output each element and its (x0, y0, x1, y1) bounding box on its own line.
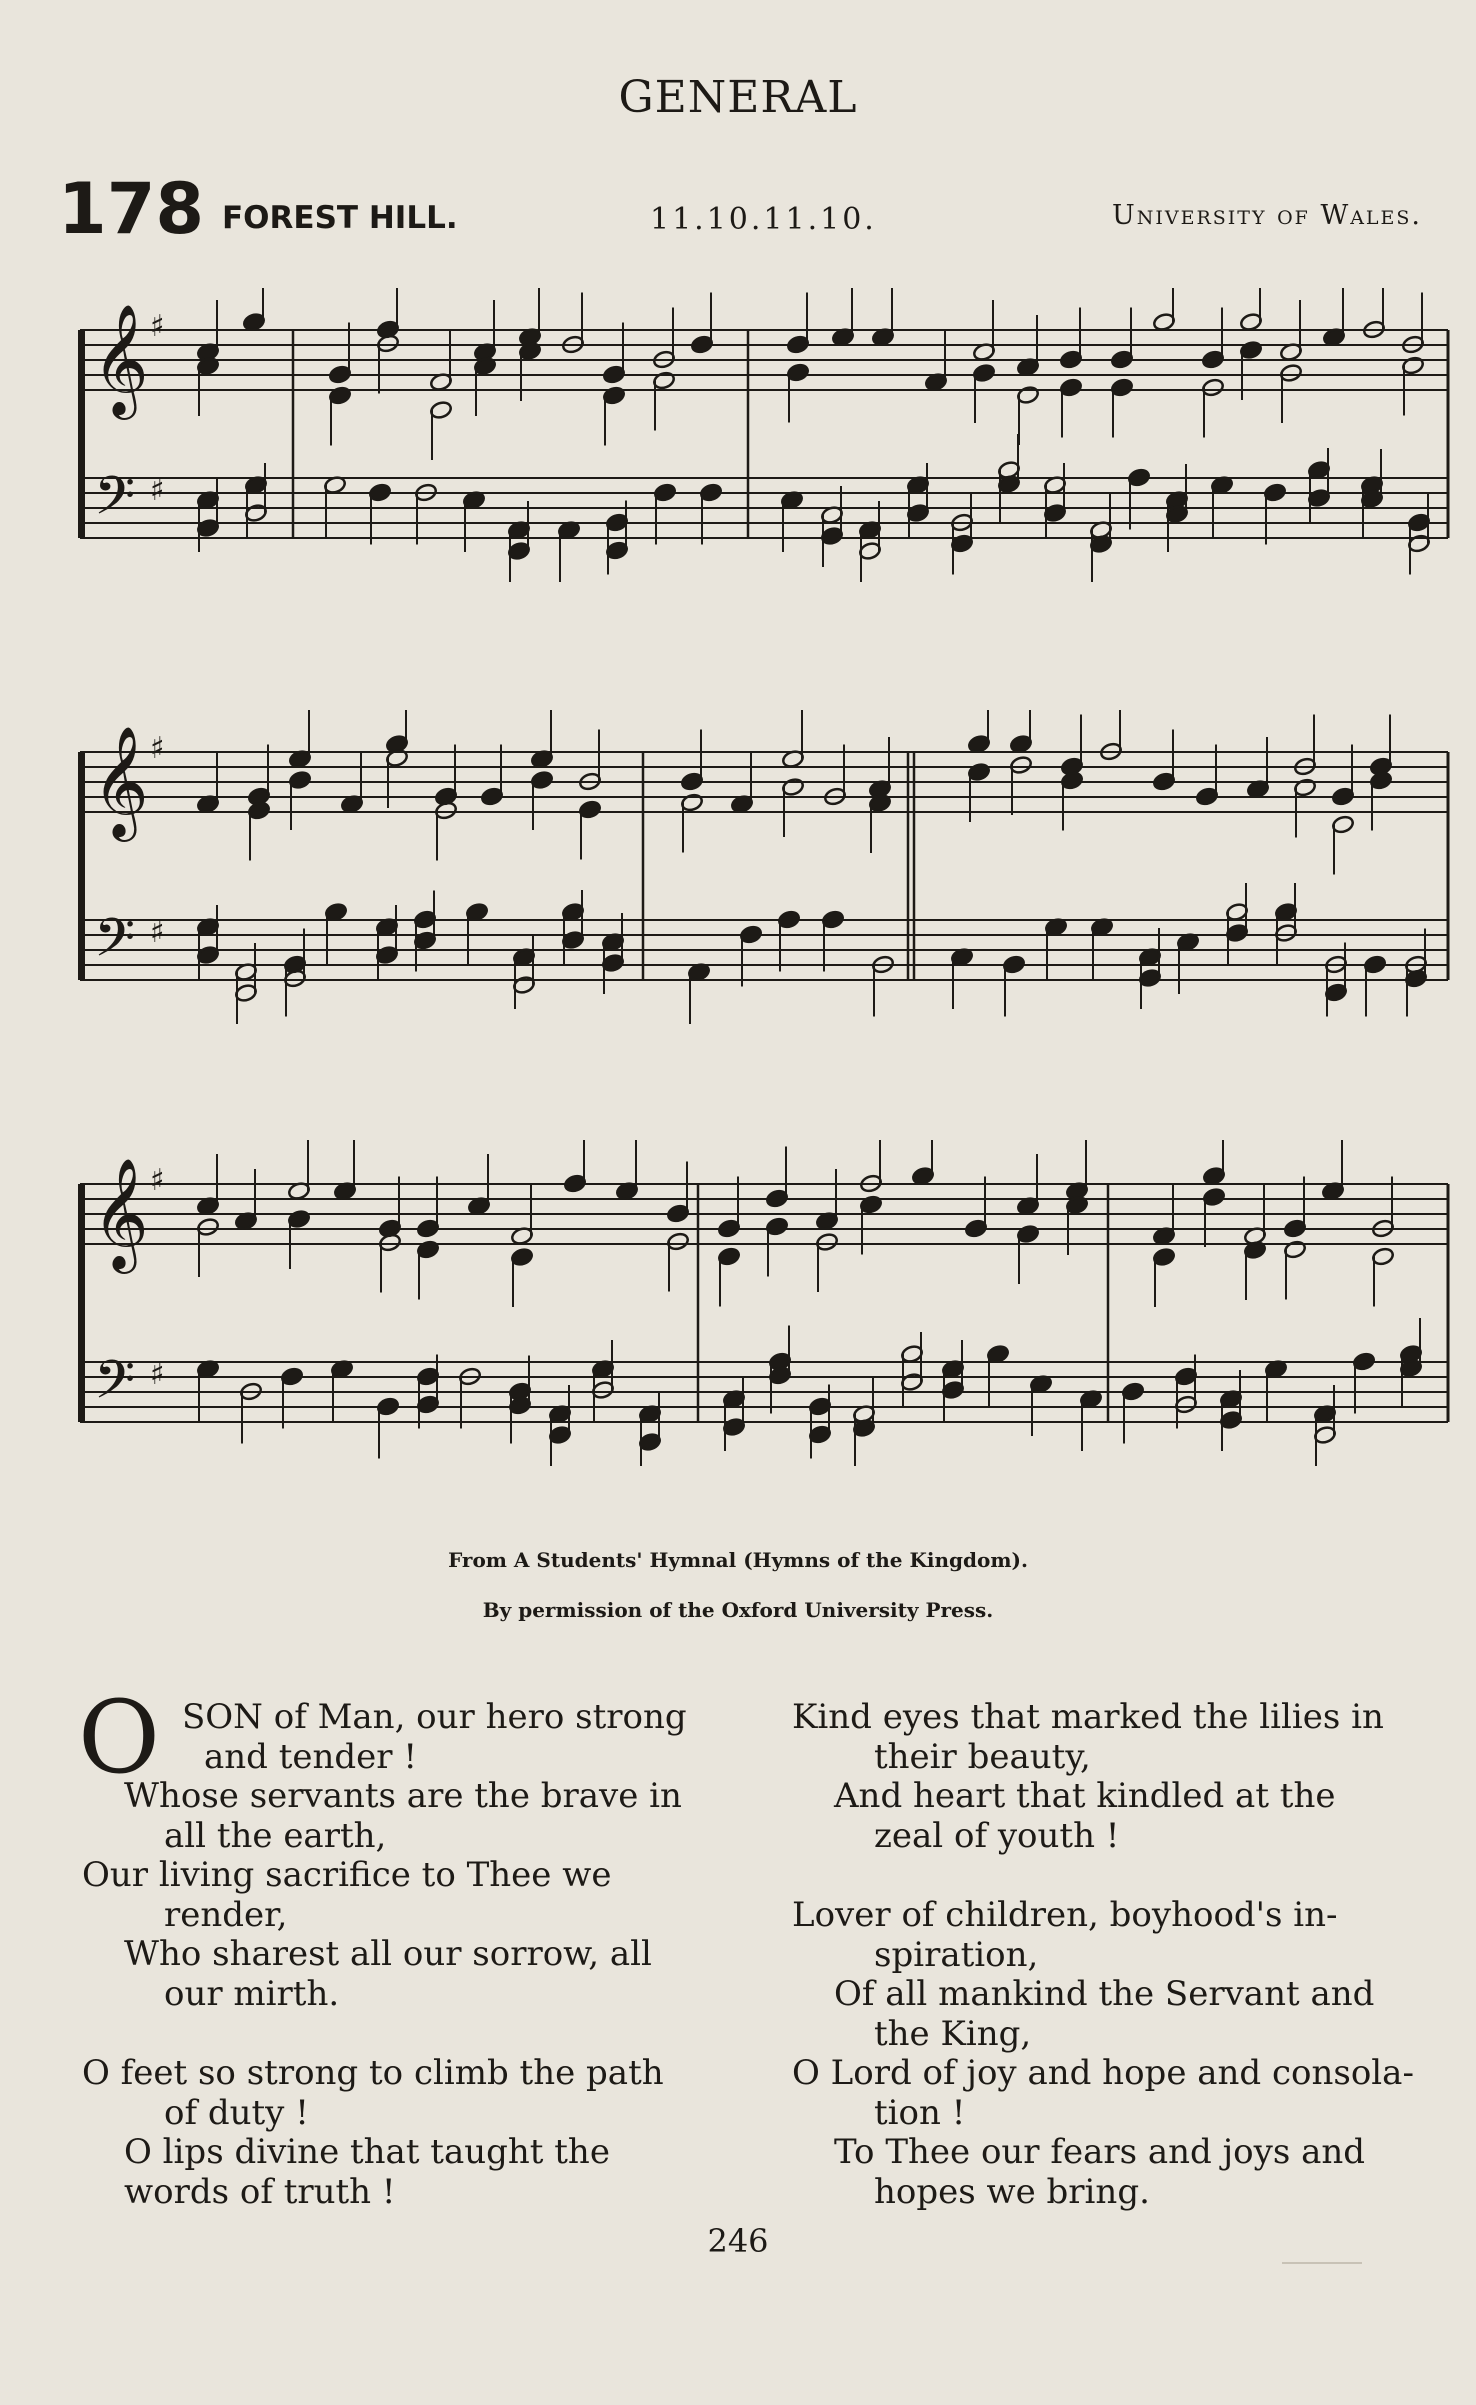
treble-clef-icon: 𝄞 (92, 1157, 149, 1269)
verse-line: O lips divine that taught the (124, 2132, 610, 2172)
verse-line: and tender ! (204, 1736, 418, 1777)
verse-line: the King, (874, 2013, 1032, 2054)
bass-clef-icon: 𝄢 (94, 908, 136, 982)
sharp-icon: ♯ (150, 1163, 165, 1198)
tune-name: FOREST HILL. (222, 200, 458, 236)
verse-1 (82, 1698, 732, 2014)
composer-credit: University of Wales. (1112, 200, 1423, 231)
system-bracket (78, 330, 85, 538)
verse-line: Lover of children, boyhood's in- (792, 1895, 1338, 1935)
sharp-icon: ♯ (150, 473, 165, 508)
music-system-3 (78, 1140, 1454, 1520)
sharp-icon: ♯ (150, 309, 165, 344)
treble-clef-icon: 𝄞 (92, 303, 149, 415)
bass-clef-icon: 𝄢 (94, 1350, 136, 1424)
sharp-icon: ♯ (150, 915, 165, 950)
verse-line: O feet so strong to climb the path (82, 2053, 664, 2093)
system-bracket (78, 752, 85, 980)
verse-line: zeal of youth ! (874, 1815, 1120, 1856)
verse-line: tion ! (874, 2092, 966, 2133)
section-title: GENERAL (618, 72, 858, 123)
music-system-1 (78, 288, 1454, 628)
verse-line: of duty ! (164, 2092, 309, 2133)
verse-line: all the earth, (164, 1815, 387, 1856)
verse-line: render, (164, 1894, 288, 1935)
drop-cap: O (78, 1679, 160, 1796)
verse-line: Of all mankind the Servant and (834, 1974, 1375, 2014)
verse-line: Our living sacrifice to Thee we (82, 1855, 612, 1895)
verse-3 (792, 1698, 1442, 1856)
verse-4 (792, 1896, 1442, 2212)
music-system-2 (78, 710, 1454, 1110)
verse-line: hopes we bring. (874, 2171, 1150, 2212)
verse-line: their beauty, (874, 1736, 1091, 1777)
treble-clef-icon: 𝄞 (92, 725, 149, 837)
verse-line: Whose servants are the brave in (124, 1776, 682, 1816)
verse-line: Who sharest all our sorrow, all (124, 1934, 652, 1974)
source-credit: From A Students' Hymnal (Hymns of the Kingdom). (448, 1548, 1028, 1572)
permission-credit: By permission of the Oxford University Press. (482, 1598, 994, 1622)
verse-line: Kind eyes that marked the lilies in (792, 1697, 1384, 1737)
sharp-icon: ♯ (150, 1357, 165, 1392)
bass-clef-icon: 𝄢 (94, 466, 136, 540)
system-bracket (78, 1184, 85, 1422)
verse-2 (82, 2054, 732, 2212)
verse-line: spiration, (874, 1934, 1039, 1975)
verse-line: words of truth ! (124, 2171, 396, 2212)
verse-line: SON of Man, our hero strong (182, 1697, 687, 1737)
sharp-icon: ♯ (150, 731, 165, 766)
decorative-rule (1282, 2262, 1362, 2264)
hymn-number: 178 (58, 168, 205, 250)
meter: 11.10.11.10. (650, 202, 877, 237)
verse-line: O Lord of joy and hope and consola- (792, 2053, 1414, 2093)
verse-line: To Thee our fears and joys and (834, 2132, 1366, 2172)
verse-line: our mirth. (164, 1973, 340, 2014)
verse-line: And heart that kindled at the (834, 1776, 1336, 1816)
page-number: 246 (707, 2222, 769, 2260)
